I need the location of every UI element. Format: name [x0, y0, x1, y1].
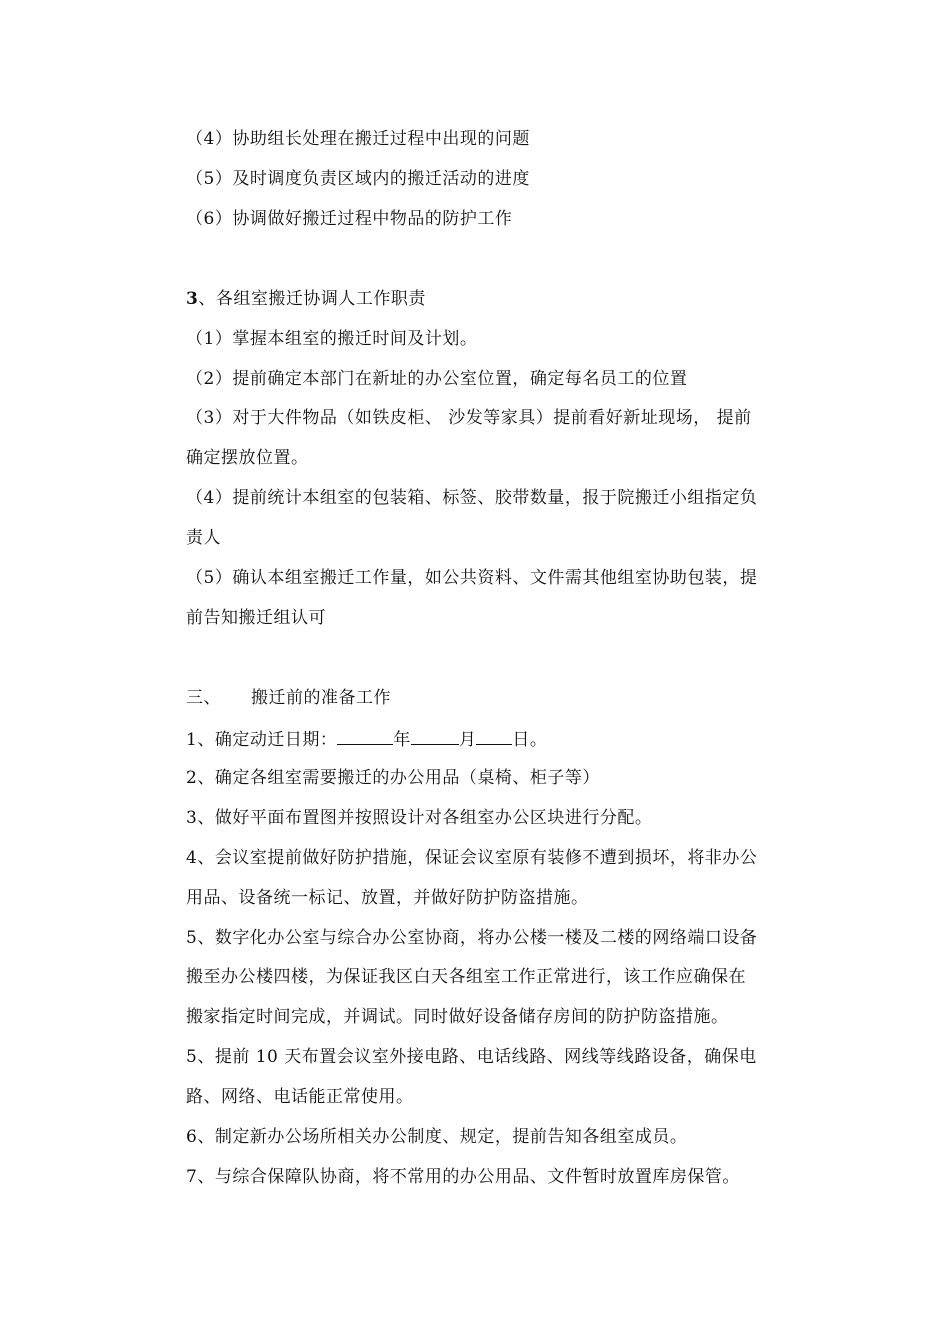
list-item: 6、制定新办公场所相关办公制度、规定，提前告知各组室成员。 [186, 1127, 688, 1147]
list-item: （3）对于大件物品（如铁皮柜、 沙发等家具）提前看好新址现场， 提前 [186, 408, 752, 428]
list-item-continuation: 确定摆放位置。 [186, 448, 309, 468]
year-blank [337, 726, 393, 745]
date-line [186, 726, 826, 752]
heading-text: 、各组室搬迁协调人工作职责 [198, 289, 426, 309]
list-item: （4）协助组长处理在搬迁过程中出现的问题 [186, 129, 530, 149]
part-heading [186, 686, 826, 710]
list-item: （5）及时调度负责区域内的搬迁活动的进度 [186, 169, 530, 189]
section-heading [186, 287, 826, 311]
list-item-continuation: 搬家指定时间完成，并调试。同时做好设备储存房间的防护防盗措施。 [186, 1007, 729, 1027]
list-item: 5、数字化办公室与综合办公室协商，将办公楼一楼及二楼的网络端口设备 [186, 928, 758, 948]
list-item: 2、确定各组室需要搬迁的办公用品（桌椅、柜子等） [186, 768, 600, 788]
list-item: 7、与综合保障队协商，将不常用的办公用品、文件暂时放置库房保管。 [186, 1167, 740, 1187]
list-item-continuation: 搬至办公楼四楼，为保证我区白天各组室工作正常进行，该工作应确保在 [186, 967, 746, 987]
list-item-continuation: 路、网络、电话能正常使用。 [186, 1087, 414, 1107]
list-item: （2）提前确定本部门在新址的办公室位置，确定每名员工的位置 [186, 369, 688, 389]
list-item-continuation: 前告知搬迁组认可 [186, 608, 326, 628]
month-label: 月 [458, 730, 477, 750]
day-label: 日。 [512, 730, 548, 750]
heading-number: 3 [186, 289, 199, 309]
part-heading-number: 三、 [186, 688, 221, 708]
list-item: 4、会议室提前做好防护措施，保证会议室原有装修不遭到损坏，将非办公 [186, 848, 758, 868]
list-item-continuation: 用品、设备统一标记、放置，并做好防护防盗措施。 [186, 888, 589, 908]
part-heading-text: 搬迁前的准备工作 [251, 688, 391, 708]
month-blank [411, 726, 459, 745]
list-item-continuation: 责人 [186, 528, 221, 548]
date-prefix: 1、确定动迁日期： [186, 730, 338, 750]
list-item: （4）提前统计本组室的包装箱、标签、胶带数量，报于院搬迁小组指定负 [186, 488, 758, 508]
list-item: （6）协调做好搬迁过程中物品的防护工作 [186, 209, 513, 229]
year-label: 年 [393, 730, 411, 750]
list-item: 5、提前 10 天布置会议室外接电路、电话线路、网线等线路设备，确保电 [186, 1047, 757, 1067]
list-item: 3、做好平面布置图并按照设计对各组室办公区块进行分配。 [186, 808, 653, 828]
list-item: （5）确认本组室搬迁工作量，如公共资料、文件需其他组室协助包装，提 [186, 568, 758, 588]
day-blank [476, 726, 512, 745]
list-item: （1）掌握本组室的搬迁时间及计划。 [186, 329, 478, 349]
